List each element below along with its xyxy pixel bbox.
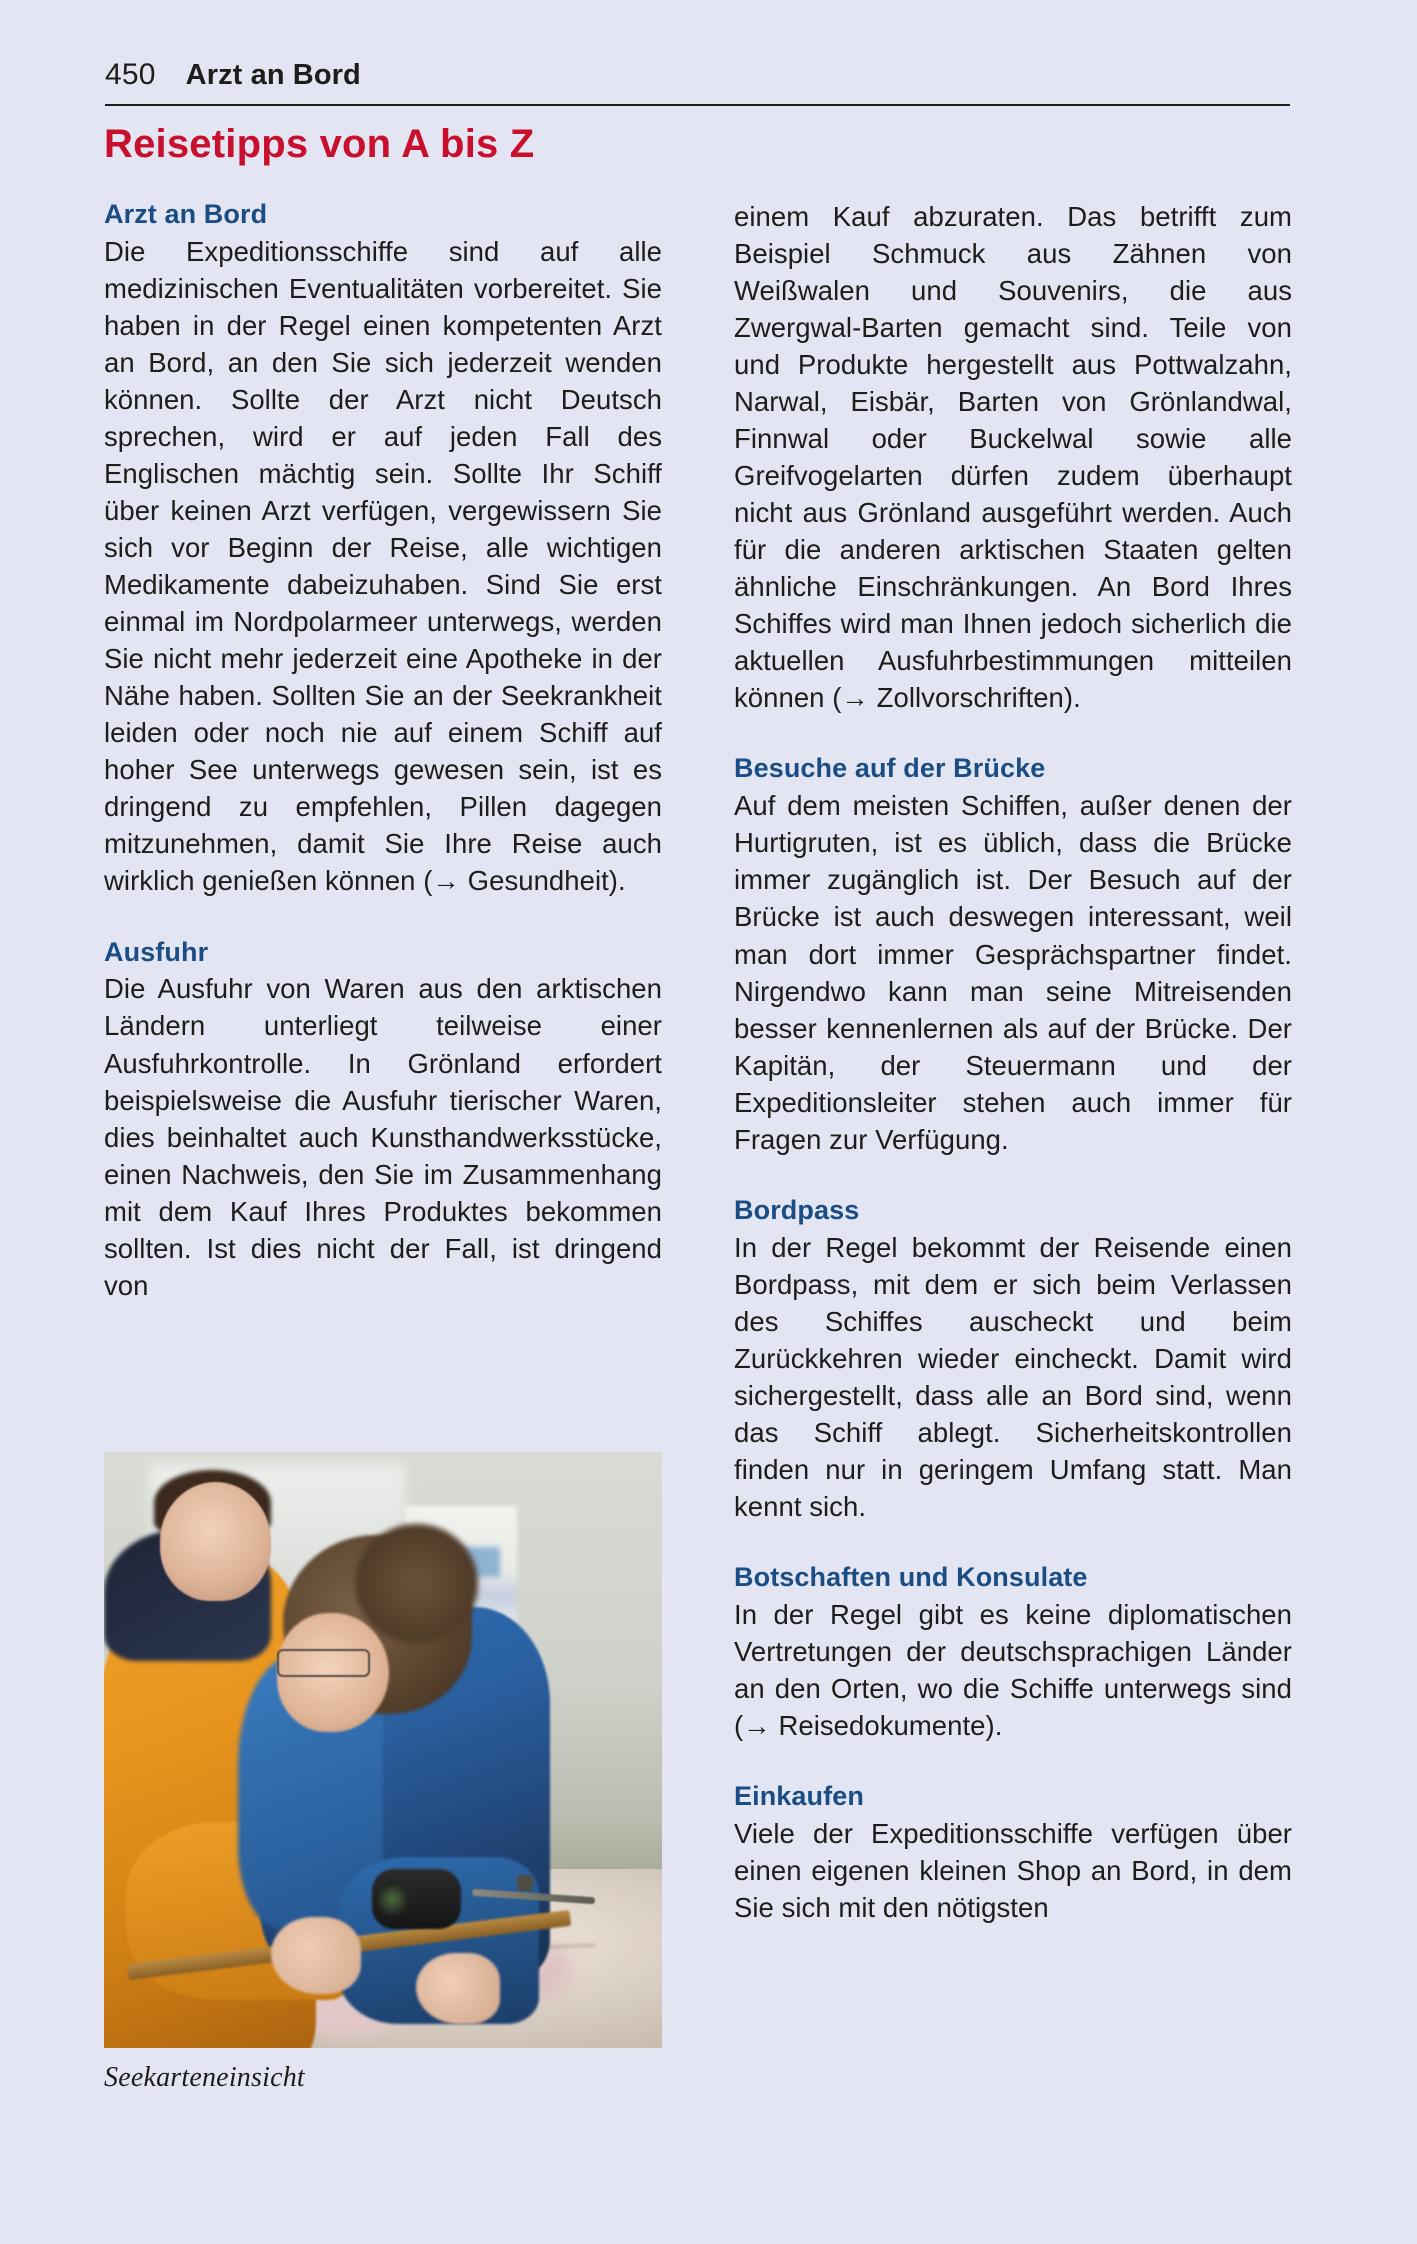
photo-right-person-glasses [277,1649,370,1677]
running-head [105,58,1290,92]
subheading-bordpass: Bordpass [734,1194,860,1225]
subheading-besuche-auf-der-bruecke: Besuche auf der Brücke [734,753,1046,784]
photo-binoculars [372,1869,461,1929]
figure-caption: Seekarteneinsicht [104,2062,305,2093]
running-head-chapter: Arzt an Bord [185,59,361,91]
page-title: Reisetipps von A bis Z [104,122,535,166]
figure-image [104,1452,662,2048]
page-number: 450 [105,58,156,91]
paragraph-ausfuhr: Die Ausfuhr von Waren aus den arktischen Ländern unterliegt teilweise einer Ausfuhrkontrolle. In Grönland erfordert beispielsweise die Ausfuhr tierischer Waren, dies beinhaltet auch Kunsthandwerksstücke, einen Nachweis, den Sie im Zusammenhang mit dem Kauf Ihres Produktes bekommen sollten. Ist dies nicht der Fall, ist dringend von [104,973,662,1301]
column-right [734,198,1292,2178]
paragraph-bordpass: In der Regel bekommt der Reisende einen Bordpass, mit dem er sich beim Verlassen des Schiffes auscheckt und beim Zurückkehren wieder eincheckt. Damit wird sichergestellt, dass alle an Bord sind, wenn das Schiff ablegt. Sicherheitskontrollen finden nur in geringem Umfang statt. Man kennt sich. [734,1231,1292,1522]
photo-left-person-hand [271,1917,360,1994]
column-left [104,198,662,2178]
figure-seekarteneinsicht [104,1452,662,2094]
paragraph-arzt-an-bord: Die Expeditionsschiffe sind auf alle medizinischen Eventualitäten vorbereitet. Sie haben in der Regel einen kompetenten Arzt an Bord, an den Sie sich jederzeit wenden können. Sollte der Arzt nicht Deutsch sprechen, wird er auf jeden Fall des Englischen mächtig sein. Sollte Ihr Schiff über keinen Arzt verfügen, vergewissern Sie sich vor Beginn der Reise, alle wichtigen Medikamente dabeizuhaben. Sind Sie erst einmal im Nordpolarmeer unterwegs, werden Sie nicht mehr jederzeit eine Apotheke in der Nähe haben. Sollten Sie an der Seekrankheit leiden oder noch nie auf einem Schiff auf hoher See unterwegs gewesen sein, ist es dringend zu empfehlen, Pillen dagegen mitzunehmen, damit Sie Ihre Reise auch wirklich genießen können (→ Gesundheit). [104,235,662,897]
subheading-arzt-an-bord: Arzt an Bord [104,199,268,229]
paragraph-ausfuhr-continued: einem Kauf abzuraten. Das betrifft zum Beispiel Schmuck aus Zähnen von Weißwalen und Souvenirs, die aus Zwergwal-Barten gemacht sind. Teile von und Produkte hergestellt aus Pottwalzahn, Narwal, Eisbär, Barten von Grönlandwal, Finnwal oder Buckelwal sowie alle Greifvogelarten dürfen zudem überhaupt nicht aus Grönland ausgeführt werden. Auch für die anderen arktischen Staaten gelten ähnliche Einschränkungen. An Bord Ihres Schiffes wird man Ihnen jedoch sicherlich die aktuellen Ausfuhrbestimmungen mitteilen können (→ Zollvorschriften). [734,201,1292,714]
photo-right-person-hand [416,1953,500,2025]
header-rule [105,104,1290,106]
paragraph-besuche-auf-der-bruecke: Auf dem meisten Schiffen, außer denen der Hurtigruten, ist es üblich, dass die Brücke immer zugänglich ist. Der Besuch auf der Brücke ist auch deswegen interessant, weil man dort immer Gesprächspartner findet. Nirgendwo kann man seine Mitreisenden besser kennenlernen als auf der Brücke. Der Kapitän, der Steuermann und der Expeditionsleiter stehen auch immer für Fragen zur Verfügung. [734,790,1292,1155]
subheading-ausfuhr: Ausfuhr [104,936,209,967]
photo-right-person-fur-hat-top [355,1524,478,1643]
photo-left-person-head [160,1482,272,1601]
paragraph-einkaufen: Viele der Expeditionsschiffe verfügen über einen eigenen kleinen Shop an Bord, in dem Sie sich mit den nötigsten [734,1817,1292,1923]
photo-divider-tool-cap [517,1875,533,1891]
paragraph-botschaften-und-konsulate: In der Regel gibt es keine diplomatischen Vertretungen der deutschsprachigen Länder an den Orten, wo die Schiffe unterwegs sind (→ Reisedokumente). [734,1598,1292,1741]
subheading-einkaufen: Einkaufen [734,1780,864,1811]
body-columns [104,198,1292,2178]
subheading-botschaften-und-konsulate: Botschaften und Konsulate [734,1561,1088,1592]
